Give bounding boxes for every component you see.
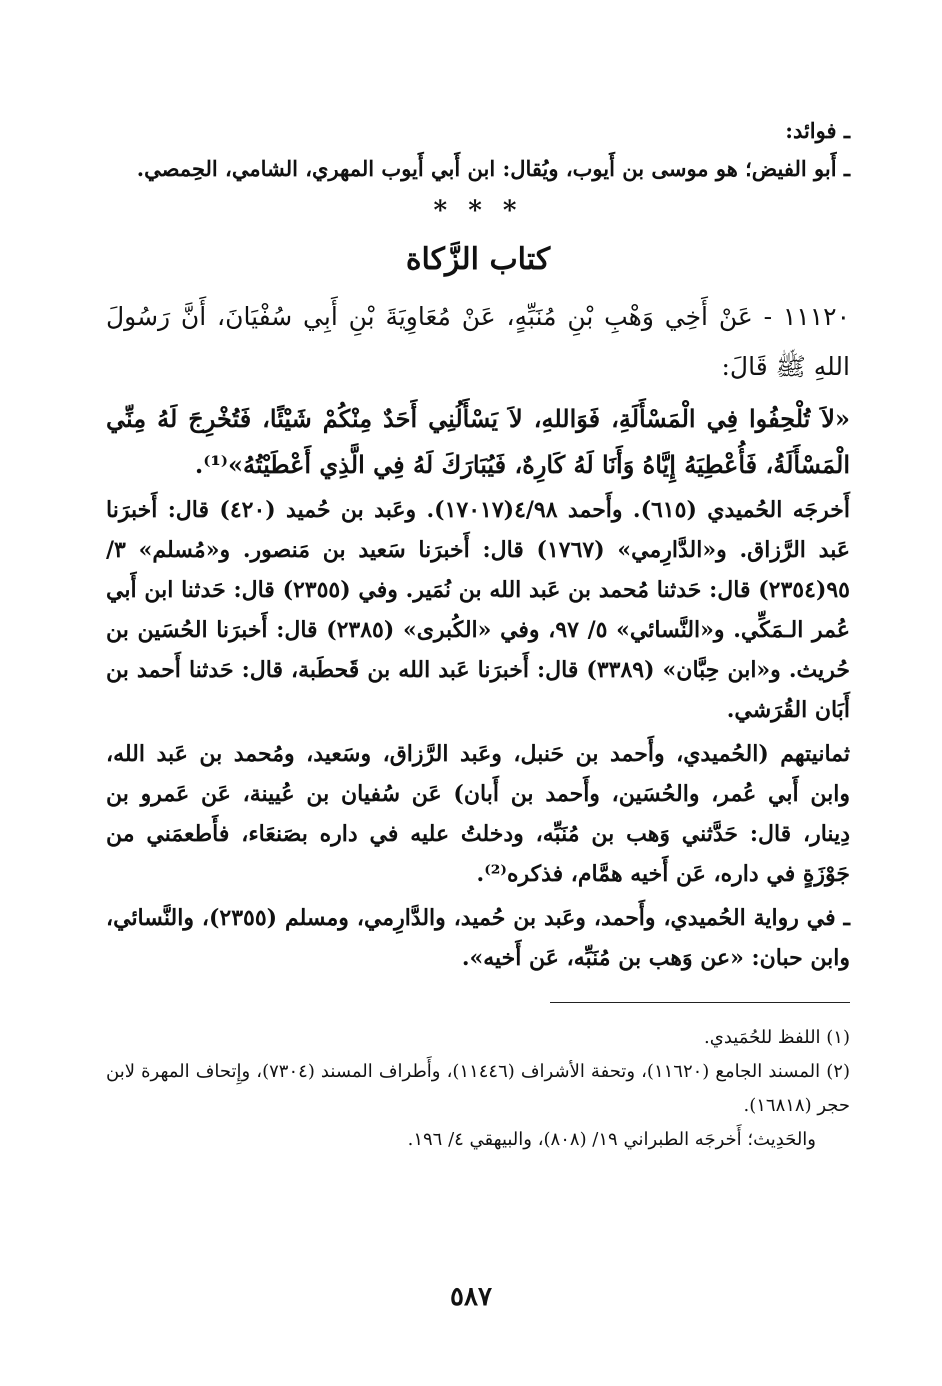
footnote-2-continued: والحَدِيث؛ أَخرجَه الطبراني ١٩/ (٨٠٨)، والبيهقي ٤/ ١٩٦. (407, 1129, 816, 1150)
takhrij-paragraph-3: ـ في رواية الحُميدي، وأَحمد، وعَبد بن حُميد، والدَّارِمي، ومسلم (٢٣٥٥)، والنَّسائي، وابن حبان: «عن وَهب بن مُنَبِّه، عَن أَخيه». (106, 905, 850, 971)
hadith-text: «لاَ تُلْحِفُوا فِي الْمَسْأَلَةِ، فَوَاللهِ، لاَ يَسْأَلُنِي أَحَدٌ مِنْكُمْ شَيْئًا، فَتُخْرِجَ لَهُ مِنِّي الْمَسْأَلَةُ، فَأُعْطِيَهُ إِيَّاهُ وَأَنَا لَهُ كَارِهٌ، فَيُبَارَكَ لَهُ فِي الَّذِي أَعْطَيْتُهُ»⁽¹⁾. (106, 404, 850, 479)
hadith-intro: ١١١٢٠ - عَنْ أَخِي وَهْبِ بْنِ مُنَبِّهٍ، عَنْ مُعَاوِيَةَ بْنِ أَبِي سُفْيَانَ، أَنَّ رَسُولَ اللهِ ﷺ قَالَ: (106, 302, 850, 381)
benefits-text: ـ أَبو الفيض؛ هو موسى بن أَيوب، ويُقال: ابن أَبي أَيوب المهري، الشامي، الحِمصي. (136, 156, 850, 181)
chapter-title: كتاب الزَّكاة (405, 242, 551, 277)
footnote-1: (١) اللفظ للحُمَيدي. (704, 1027, 850, 1048)
takhrij-paragraph-2: ثمانيتهم (الحُميدي، وأَحمد بن حَنبل، وعَبد الرَّزاق، وسَعيد، ومُحمد بن عَبد الله، وابن أَبي عُمر، والحُسَين، وأَحمد بن أَبان) عَن سُفيان بن عُيينة، عَن عَمرو بن دِينار، قال: حَدَّثني وَهب بن مُنَبِّه، ودخلتُ عليه في داره بصَنعَاء، فأَطعمَني من جَوْزَةٍ في داره، عَن أَخيه همَّام، فذكره⁽²⁾. (106, 741, 850, 887)
footnote-divider (550, 1002, 850, 1003)
takhrij-paragraph-1: أَخرجَه الحُميدي (٦١٥). وأَحمد ٤/٩٨(١٧٠١٧). وعَبد بن حُميد (٤٢٠) قال: أَخبرَنا عَبد الرَّزاق. و«الدَّارِمي» (١٧٦٧) قال: أَخبرَنا سَعيد بن مَنصور. و«مُسلم» ٣/ ٩٥(٢٣٥٤) قال: حَدثنا مُحمد بن عَبد الله بن نُمَير. وفي (٢٣٥٥) قال: حَدثنا ابن أَبي عُمر الـمَكِّي. و«النَّسائي» ٥/ ٩٧، وفي «الكُبرى» (٢٣٨٥) قال: أَخبرَنا الحُسَين بن حُريث. و«ابن حِبَّان» (٣٣٨٩) قال: أَخبرَنا عَبد الله بن قَحطَبة، قال: حَدثنا أَحمد بن أَبَان القُرَشي. (106, 497, 850, 723)
page-number: ٥٨٧ (450, 1282, 492, 1312)
section-separator: * * * (433, 196, 523, 226)
benefits-heading: ـ فوائد: (785, 118, 850, 143)
footnote-2: (٢) المسند الجامع (١١٦٢٠)، وتحفة الأشراف (١١٤٤٦)، وأَطراف المسند (٧٣٠٤)، وإِتحاف المهرة لابن حجر (١٦٨١٨). (106, 1061, 850, 1116)
